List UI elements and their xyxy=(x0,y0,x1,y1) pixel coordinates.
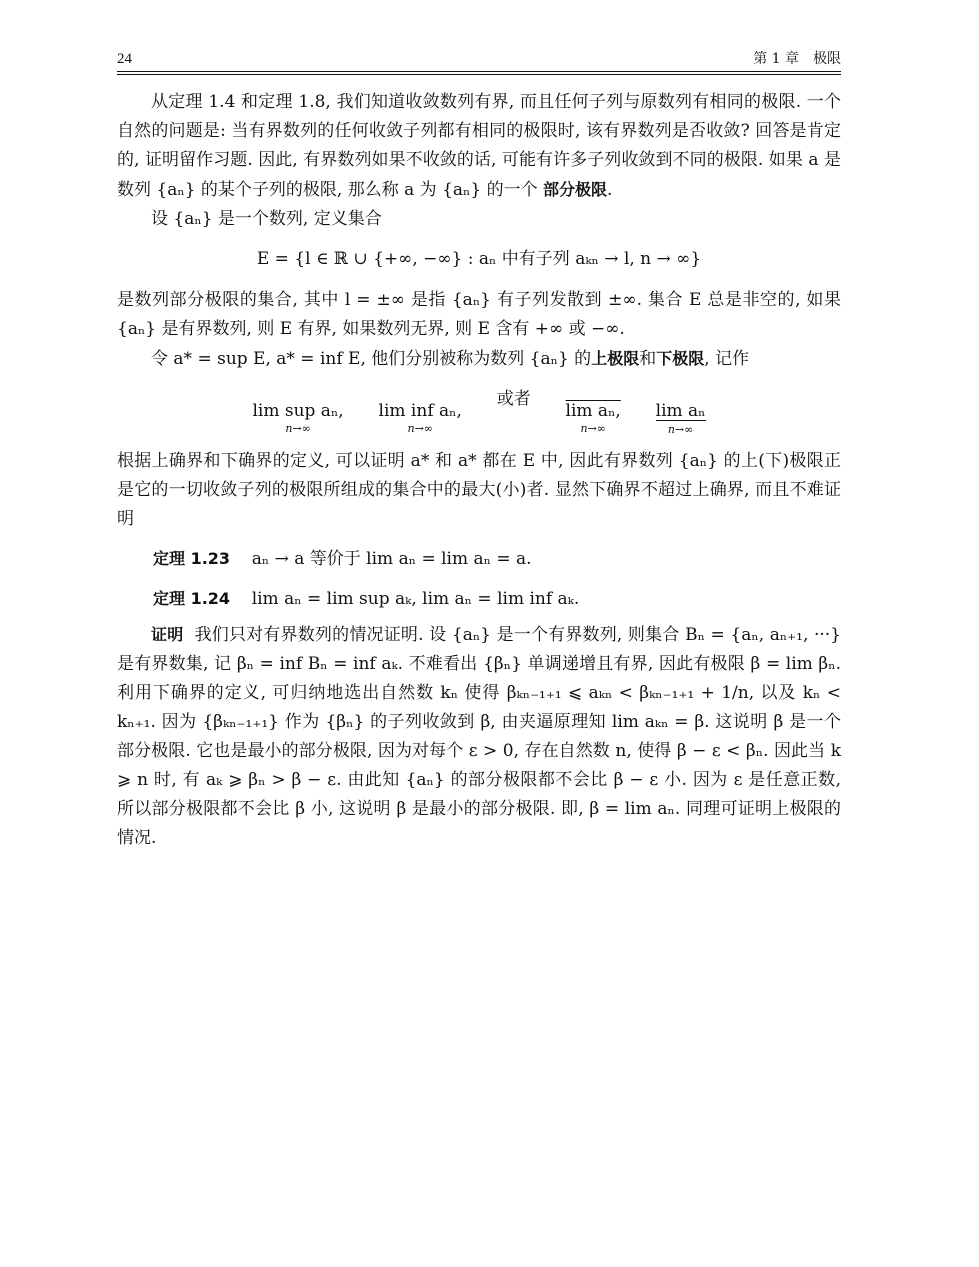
notation-text: lim sup aₙ, xyxy=(252,401,344,421)
paragraph-sup-inf-property: 根据上确界和下确界的定义, 可以证明 a* 和 a* 都在 E 中, 因此有界数列 {aₙ} 的上(下)极限正是它的一切收敛子列的极限所组成的集合中的最大(小)者. 显然下确界不超过上确界, 而且不难证明 xyxy=(117,451,841,529)
term-liminf: 下极限 xyxy=(656,349,705,368)
paragraph-limsup-liminf xyxy=(117,344,841,374)
term-limsup: 上极限 xyxy=(591,349,640,368)
theorem-label: 定理 1.23 xyxy=(153,549,231,568)
theorem-1-23 xyxy=(153,544,841,574)
notation-text: lim aₙ xyxy=(655,401,706,421)
paragraph-text-end: . xyxy=(607,180,613,200)
paragraph-text: 从定理 1.4 和定理 1.8, 我们知道收敛数列有界, 而且任何子列与原数列有相同的极限. 一个自然的问题是: 当有界数列的任何收敛子列都有相同的极限时, 该有界数列是否收敛? 回答是肯定的, 证明留作习题. 因此, 有界数列如果不收敛的话, 可能有许多子列收敛到不同的极限. 如果 a 是数列 {aₙ} 的某个子列的极限, 那么称 a 为 {aₙ} 的一个 xyxy=(117,92,841,200)
header-rule-thick xyxy=(117,71,841,72)
notation-text: lim aₙ, xyxy=(565,401,621,421)
page-number: 24 xyxy=(117,51,132,67)
notation-underline-lim xyxy=(656,403,706,435)
theorem-label: 定理 1.24 xyxy=(153,589,231,608)
theorem-1-24 xyxy=(153,584,841,614)
paragraph-set-description: 是数列部分极限的集合, 其中 l = ±∞ 是指 {aₙ} 有子列发散到 ±∞. 集合 E 总是非空的, 如果 {aₙ} 是有界数列, 则 E 有界, 如果数列无界, 则 E 含有 +∞ 或 −∞. xyxy=(117,290,841,339)
paragraph-text-end: , 记作 xyxy=(704,349,750,369)
paragraph-text-and: 和 xyxy=(639,349,657,369)
notation-overline-lim xyxy=(566,403,621,434)
running-head xyxy=(117,48,841,68)
notation-liminf xyxy=(379,403,462,434)
paragraph-define-set: 设 {aₙ} 是一个数列, 定义集合 xyxy=(151,209,382,229)
proof-block xyxy=(117,620,841,853)
proof-label: 证明 xyxy=(151,625,184,644)
notation-subscript: n→∞ xyxy=(407,422,433,435)
theorem-statement: lim aₙ = lim sup aₖ, lim aₙ = lim inf aₖ. xyxy=(251,589,580,609)
notation-text: lim inf aₙ, xyxy=(378,401,462,421)
paragraph-partial-limit xyxy=(117,88,841,205)
notation-limsup xyxy=(252,403,343,434)
chapter-title: 第 1 章 极限 xyxy=(753,51,841,67)
page-body xyxy=(117,88,841,853)
notation-subscript: n→∞ xyxy=(667,423,694,436)
term-partial-limit: 部分极限 xyxy=(543,180,608,199)
theorem-statement: aₙ → a 等价于 lim aₙ = lim aₙ = a. xyxy=(251,549,532,569)
paragraph-text: 令 a* = sup E, a* = inf E, 他们分别被称为数列 {aₙ} 的 xyxy=(151,349,592,369)
equation-notation xyxy=(117,384,841,435)
proof-text: 我们只对有界数列的情况证明. 设 {aₙ} 是一个有界数列, 则集合 Bₙ = {aₙ, aₙ₊₁, ···} 是有界数集, 记 βₙ = inf Bₙ = inf aₖ. 不难看出 {βₙ} 单调递增且有界, 因此有极限 β = lim βₙ. 利用下确界的定义, 可归纳地选出自然数 kₙ 使得 βₖₙ₋₁₊₁ ⩽ aₖₙ < βₖₙ₋₁₊₁ + 1/n, 以及 kₙ < kₙ₊₁. 因为 {βₖₙ₋₁₊₁} 作为 {βₙ} 的子列收敛到 β, 由夹逼原理知 lim aₖₙ = β. 这说明 β 是一个部分极限. 它也是最小的部分极限, 因为对每个 ε > 0, 存在自然数 n, 使得 β − ε < βₙ. 因此当 k ⩾ n 时, 有 aₖ ⩾ βₙ > β − ε. 由此知 {aₙ} 的部分极限都不会比 β − ε 小. 因为 ε 是任意正数, 所以部分极限都不会比 β 小, 这说明 β 是最小的部分极限. 即, β = lim aₙ. 同理可证明上极限的情况. xyxy=(117,625,841,848)
notation-subscript: n→∞ xyxy=(580,422,606,435)
equation-text: E = {l ∈ ℝ ∪ {+∞, −∞} : aₙ 中有子列 aₖₙ → l, n → ∞} xyxy=(256,249,702,269)
header-rule-thin xyxy=(117,74,841,75)
book-page xyxy=(117,48,841,853)
notation-or: 或者 xyxy=(496,389,531,409)
notation-subscript: n→∞ xyxy=(285,422,311,435)
equation-set-E xyxy=(117,244,841,274)
